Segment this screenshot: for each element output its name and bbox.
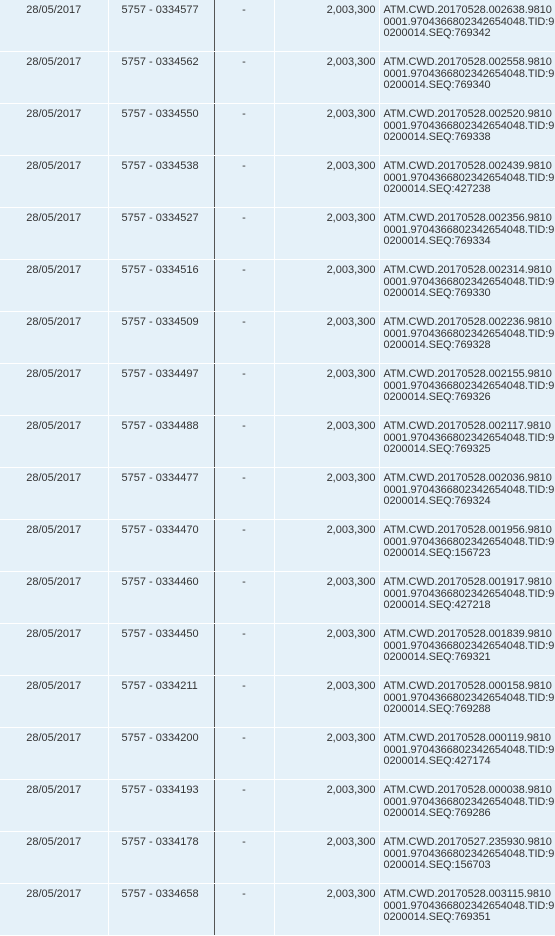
transaction-row bbox=[0, 208, 555, 260]
transaction-date: 28/05/2017 bbox=[0, 0, 108, 52]
transaction-credit: 2,003,300 bbox=[274, 832, 379, 884]
transaction-row bbox=[0, 104, 555, 156]
transaction-credit: 2,003,300 bbox=[274, 520, 379, 572]
transaction-description: ATM.CWD.20170528.000038.98100001.9704366802342654048.TID:90200014.SEQ:769286 bbox=[379, 780, 555, 832]
transaction-row bbox=[0, 728, 555, 780]
transaction-reference: 5757 - 0334562 bbox=[108, 52, 214, 104]
transaction-description: ATM.CWD.20170528.002036.98100001.9704366802342654048.TID:90200014.SEQ:769324 bbox=[379, 468, 555, 520]
transaction-reference: 5757 - 0334211 bbox=[108, 676, 214, 728]
transaction-reference: 5757 - 0334450 bbox=[108, 624, 214, 676]
transaction-reference: 5757 - 0334516 bbox=[108, 260, 214, 312]
transaction-row bbox=[0, 468, 555, 520]
transaction-date: 28/05/2017 bbox=[0, 884, 108, 936]
transaction-description: ATM.CWD.20170528.002314.98100001.9704366802342654048.TID:90200014.SEQ:769330 bbox=[379, 260, 555, 312]
transaction-debit: - bbox=[214, 156, 274, 208]
transaction-credit: 2,003,300 bbox=[274, 676, 379, 728]
transaction-date: 28/05/2017 bbox=[0, 260, 108, 312]
transaction-credit: 2,003,300 bbox=[274, 0, 379, 52]
transaction-row bbox=[0, 884, 555, 936]
transaction-description: ATM.CWD.20170528.000119.98100001.9704366802342654048.TID:90200014.SEQ:427174 bbox=[379, 728, 555, 780]
transaction-date: 28/05/2017 bbox=[0, 468, 108, 520]
transaction-row bbox=[0, 832, 555, 884]
transaction-row bbox=[0, 572, 555, 624]
transaction-date: 28/05/2017 bbox=[0, 52, 108, 104]
transaction-debit: - bbox=[214, 468, 274, 520]
transaction-description: ATM.CWD.20170528.002236.98100001.9704366802342654048.TID:90200014.SEQ:769328 bbox=[379, 312, 555, 364]
transaction-reference: 5757 - 0334178 bbox=[108, 832, 214, 884]
transaction-debit: - bbox=[214, 416, 274, 468]
transaction-credit: 2,003,300 bbox=[274, 416, 379, 468]
transaction-date: 28/05/2017 bbox=[0, 104, 108, 156]
transaction-description: ATM.CWD.20170528.001839.98100001.9704366802342654048.TID:90200014.SEQ:769321 bbox=[379, 624, 555, 676]
transaction-description: ATM.CWD.20170528.001917.98100001.9704366802342654048.TID:90200014.SEQ:427218 bbox=[379, 572, 555, 624]
transaction-reference: 5757 - 0334193 bbox=[108, 780, 214, 832]
transaction-row bbox=[0, 156, 555, 208]
transaction-row bbox=[0, 364, 555, 416]
transaction-debit: - bbox=[214, 52, 274, 104]
transaction-reference: 5757 - 0334577 bbox=[108, 0, 214, 52]
transaction-credit: 2,003,300 bbox=[274, 780, 379, 832]
transaction-debit: - bbox=[214, 104, 274, 156]
transaction-description: ATM.CWD.20170528.002439.98100001.9704366802342654048.TID:90200014.SEQ:427238 bbox=[379, 156, 555, 208]
transaction-debit: - bbox=[214, 624, 274, 676]
transaction-row bbox=[0, 416, 555, 468]
transaction-credit: 2,003,300 bbox=[274, 884, 379, 936]
transaction-description: ATM.CWD.20170528.000158.98100001.9704366802342654048.TID:90200014.SEQ:769288 bbox=[379, 676, 555, 728]
transaction-description: ATM.CWD.20170527.235930.98100001.9704366802342654048.TID:90200014.SEQ:156703 bbox=[379, 832, 555, 884]
transaction-debit: - bbox=[214, 520, 274, 572]
transaction-date: 28/05/2017 bbox=[0, 572, 108, 624]
transaction-row bbox=[0, 52, 555, 104]
transaction-credit: 2,003,300 bbox=[274, 468, 379, 520]
transaction-row bbox=[0, 260, 555, 312]
transaction-description: ATM.CWD.20170528.002356.98100001.9704366802342654048.TID:90200014.SEQ:769334 bbox=[379, 208, 555, 260]
transaction-row bbox=[0, 780, 555, 832]
transaction-reference: 5757 - 0334527 bbox=[108, 208, 214, 260]
transaction-reference: 5757 - 0334538 bbox=[108, 156, 214, 208]
transaction-credit: 2,003,300 bbox=[274, 312, 379, 364]
transaction-description: ATM.CWD.20170528.002117.98100001.9704366802342654048.TID:90200014.SEQ:769325 bbox=[379, 416, 555, 468]
transaction-reference: 5757 - 0334200 bbox=[108, 728, 214, 780]
transaction-credit: 2,003,300 bbox=[274, 572, 379, 624]
transaction-debit: - bbox=[214, 0, 274, 52]
transaction-date: 28/05/2017 bbox=[0, 156, 108, 208]
transaction-reference: 5757 - 0334488 bbox=[108, 416, 214, 468]
transaction-credit: 2,003,300 bbox=[274, 364, 379, 416]
transaction-reference: 5757 - 0334658 bbox=[108, 884, 214, 936]
transaction-date: 28/05/2017 bbox=[0, 832, 108, 884]
transaction-debit: - bbox=[214, 208, 274, 260]
transaction-debit: - bbox=[214, 728, 274, 780]
transaction-credit: 2,003,300 bbox=[274, 156, 379, 208]
transaction-credit: 2,003,300 bbox=[274, 260, 379, 312]
transaction-description: ATM.CWD.20170528.003115.98100001.9704366802342654048.TID:90200014.SEQ:769351 bbox=[379, 884, 555, 936]
transaction-debit: - bbox=[214, 780, 274, 832]
transaction-date: 28/05/2017 bbox=[0, 520, 108, 572]
transaction-row bbox=[0, 0, 555, 52]
transaction-description: ATM.CWD.20170528.002638.98100001.9704366802342654048.TID:90200014.SEQ:769342 bbox=[379, 0, 555, 52]
transaction-description: ATM.CWD.20170528.002520.98100001.9704366802342654048.TID:90200014.SEQ:769338 bbox=[379, 104, 555, 156]
transaction-row bbox=[0, 520, 555, 572]
transaction-debit: - bbox=[214, 260, 274, 312]
transaction-reference: 5757 - 0334460 bbox=[108, 572, 214, 624]
transaction-date: 28/05/2017 bbox=[0, 624, 108, 676]
transaction-reference: 5757 - 0334470 bbox=[108, 520, 214, 572]
transaction-credit: 2,003,300 bbox=[274, 52, 379, 104]
transaction-reference: 5757 - 0334509 bbox=[108, 312, 214, 364]
transaction-row bbox=[0, 312, 555, 364]
transaction-credit: 2,003,300 bbox=[274, 208, 379, 260]
transaction-debit: - bbox=[214, 676, 274, 728]
transaction-debit: - bbox=[214, 572, 274, 624]
transaction-credit: 2,003,300 bbox=[274, 104, 379, 156]
transaction-description: ATM.CWD.20170528.001956.98100001.9704366802342654048.TID:90200014.SEQ:156723 bbox=[379, 520, 555, 572]
transaction-row bbox=[0, 624, 555, 676]
transaction-description: ATM.CWD.20170528.002155.98100001.9704366802342654048.TID:90200014.SEQ:769326 bbox=[379, 364, 555, 416]
transaction-date: 28/05/2017 bbox=[0, 416, 108, 468]
transaction-reference: 5757 - 0334477 bbox=[108, 468, 214, 520]
transaction-debit: - bbox=[214, 364, 274, 416]
transaction-debit: - bbox=[214, 832, 274, 884]
transaction-date: 28/05/2017 bbox=[0, 780, 108, 832]
transaction-reference: 5757 - 0334497 bbox=[108, 364, 214, 416]
transaction-date: 28/05/2017 bbox=[0, 728, 108, 780]
transaction-date: 28/05/2017 bbox=[0, 676, 108, 728]
transaction-date: 28/05/2017 bbox=[0, 364, 108, 416]
transaction-description: ATM.CWD.20170528.002558.98100001.9704366802342654048.TID:90200014.SEQ:769340 bbox=[379, 52, 555, 104]
transaction-credit: 2,003,300 bbox=[274, 624, 379, 676]
transaction-debit: - bbox=[214, 312, 274, 364]
transaction-date: 28/05/2017 bbox=[0, 208, 108, 260]
transaction-row bbox=[0, 676, 555, 728]
transaction-debit: - bbox=[214, 884, 274, 936]
transaction-date: 28/05/2017 bbox=[0, 312, 108, 364]
transaction-reference: 5757 - 0334550 bbox=[108, 104, 214, 156]
transaction-credit: 2,003,300 bbox=[274, 728, 379, 780]
